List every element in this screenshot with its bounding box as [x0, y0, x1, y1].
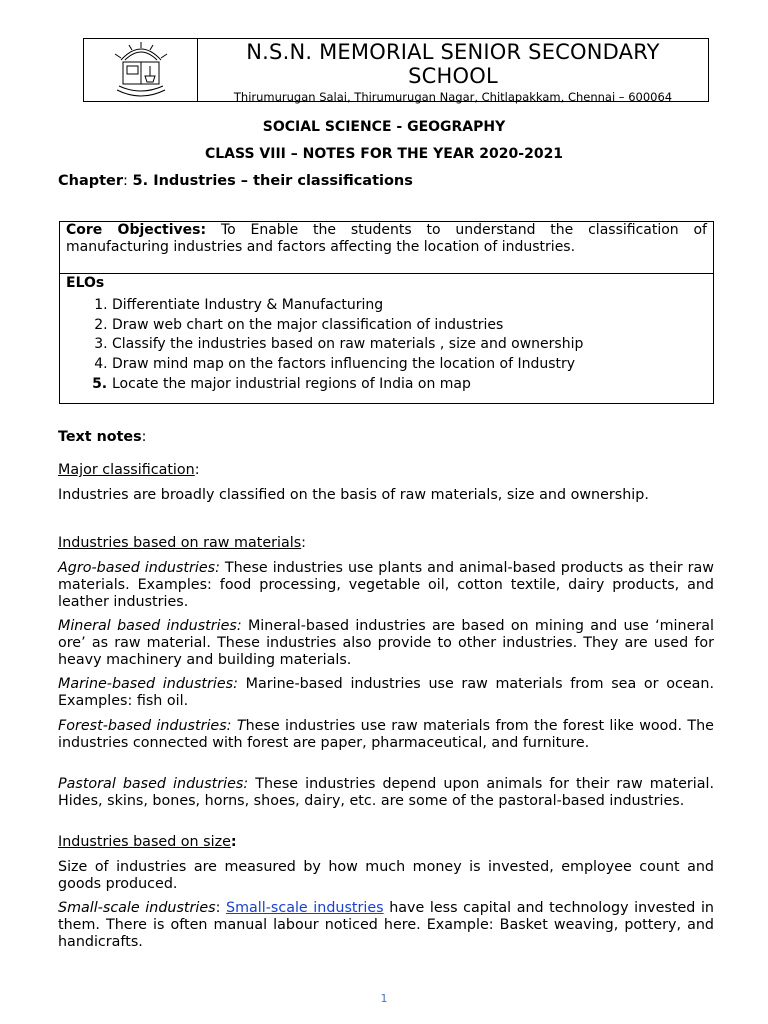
major-classification-heading: Major classification: [58, 462, 200, 478]
elo-item: 5. Locate the major industrial regions of India on map [112, 375, 713, 395]
elo-item: 2. Draw web chart on the major classification of industries [112, 316, 713, 336]
forest-label: Forest-based industries: T [58, 718, 246, 734]
school-name: N.S.N. MEMORIAL SENIOR SECONDARY SCHOOL [246, 40, 660, 88]
raw-materials-label: Industries based on raw materials [58, 535, 302, 551]
size-label: Industries based on size [58, 834, 231, 850]
agro-text: These industries use plants and animal-based products as their raw materials. Examples: food processing, vegetable oil, cotton textile, dairy products, and leather industries. [58, 560, 714, 610]
text-notes-label: Text notes [58, 429, 142, 445]
core-objectives-label: Core Objectives: [66, 222, 207, 238]
major-classification-label: Major classification [58, 462, 195, 478]
pastoral-paragraph [58, 776, 714, 810]
elos-section [60, 274, 713, 395]
small-scale-label: Small-scale industries [58, 900, 216, 916]
size-heading: Industries based on size: [58, 834, 237, 850]
core-objectives-text: To Enable the students to understand the classification of manufacturing industries and factors affecting the location of industries. [66, 222, 707, 255]
school-logo-cell [84, 39, 198, 101]
school-header [83, 38, 709, 102]
elo-item: 4. Draw mind map on the factors influencing the location of Industry [112, 355, 713, 375]
agro-label: Agro-based industries: [58, 560, 220, 576]
subject-title: SOCIAL SCIENCE - GEOGRAPHY [262, 119, 506, 135]
class-title: CLASS VIII – NOTES FOR THE YEAR 2020-2021 [204, 146, 564, 162]
small-scale-paragraph: Small-scale industries: Small-scale industries have less capital and technology invested in them. There is often manual labour noticed here. Example: Basket weaving, pottery, and handicrafts. [58, 900, 714, 950]
small-scale-text: have less capital and technology invested in them. There is often manual labour noticed here. Example: Basket weaving, pottery, and handicrafts. [58, 900, 714, 950]
major-classification-text: Industries are broadly classified on the basis of raw materials, size and ownership. [58, 487, 649, 503]
chapter-name: 5. Industries – their classifications [132, 173, 413, 189]
school-title-cell [198, 39, 708, 104]
size-paragraph: Size of industries are measured by how much money is invested, employee count and goods produced. [58, 859, 714, 892]
text-notes-heading: Text notes: [58, 429, 147, 445]
core-objectives [60, 222, 713, 274]
page-number: 1 [380, 992, 388, 1005]
pastoral-label: Pastoral based industries: [58, 776, 249, 792]
school-address: Thirumurugan Salai, Thirumurugan Nagar, Chitlapakkam, Chennai – 600064 [233, 90, 673, 104]
elos-list [60, 296, 713, 395]
chapter-label: Chapter [58, 173, 124, 189]
agro-paragraph [58, 560, 714, 611]
elo-item: 1. Differentiate Industry & Manufacturing [112, 296, 713, 316]
marine-label: Marine-based industries: [58, 676, 238, 692]
chapter-title [58, 173, 413, 189]
raw-materials-heading: Industries based on raw materials: [58, 535, 306, 551]
elo-item: 3. Classify the industries based on raw materials , size and ownership [112, 335, 713, 355]
school-emblem-icon [109, 40, 173, 100]
mineral-text: Mineral-based industries are based on mining and use ‘mineral ore’ as raw material. These industries also provide to other industries. They are used for heavy machinery and building materials. [58, 618, 714, 668]
pastoral-text: These industries depend upon animals for their raw material. Hides, skins, bones, horns, shoes, dairy, etc. are some of the pastoral-based industries. [58, 776, 714, 809]
mineral-label: Mineral based industries: [58, 618, 242, 634]
elos-heading: ELOs [66, 275, 105, 291]
forest-text: hese industries use raw materials from the forest like wood. The industries connected with forest are paper, pharmaceutical, and furniture. [58, 718, 714, 751]
forest-paragraph [58, 718, 714, 752]
marine-text: Marine-based industries use raw materials from sea or ocean. Examples: fish oil. [58, 676, 714, 709]
mineral-paragraph [58, 618, 714, 669]
chapter-colon: : [123, 173, 133, 189]
objectives-box [59, 221, 714, 404]
marine-paragraph [58, 676, 714, 710]
small-scale-link[interactable]: Small-scale industries [226, 900, 384, 916]
